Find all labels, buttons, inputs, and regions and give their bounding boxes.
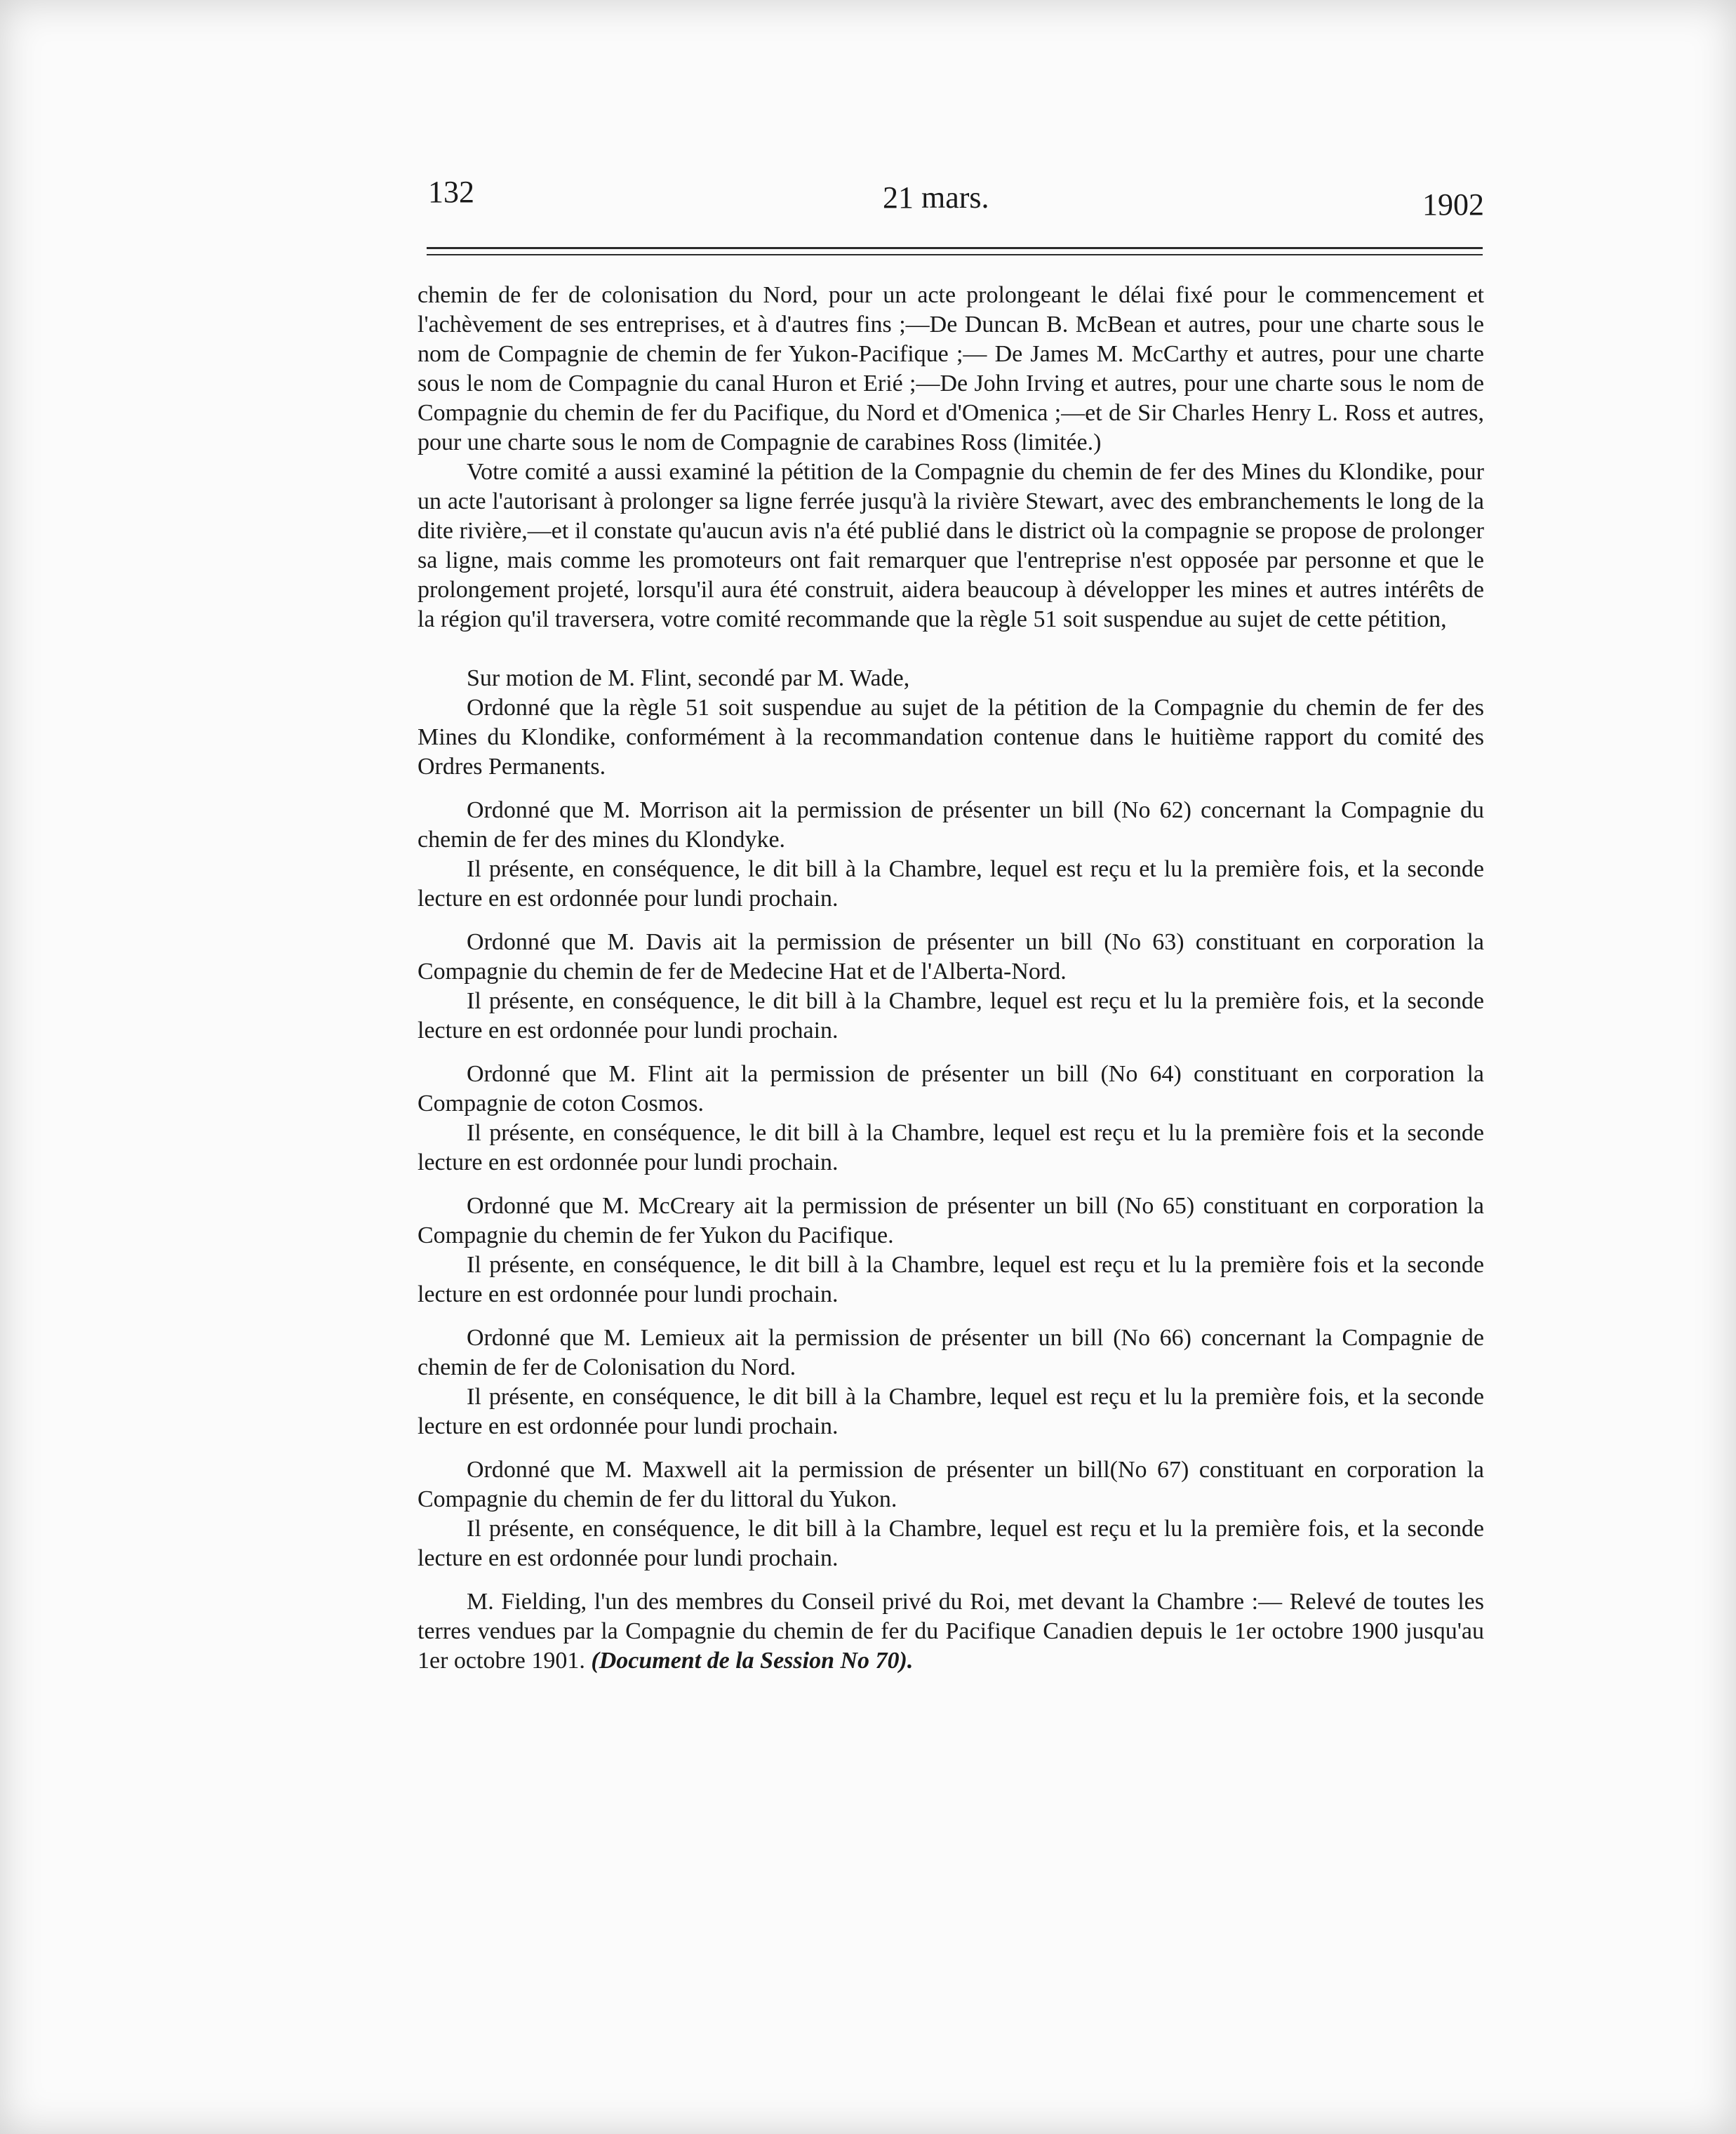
paragraph: Ordonné que M. Maxwell ait la permission de présenter un bill(No 67) constituant en corporation la Compagnie du chemin de fer du littoral du Yukon. — [418, 1457, 1484, 1512]
paragraph: Il présente, en conséquence, le dit bill à la Chambre, lequel est reçu et lu la première fois et la seconde lecture en est ordonnée pour lundi prochain. — [418, 1252, 1484, 1307]
final-paragraph — [418, 1587, 1484, 1676]
final-paragraph-text: M. Fielding, l'un des membres du Conseil privé du Roi, met devant la Chambre :— Relevé de toutes les terres vendues par la Compagnie du chemin de fer du Pacifique Canadien depuis le 1er octobre 1900 jusqu'au 1er octobre 1901. — [418, 1589, 1484, 1674]
paragraph: Il présente, en conséquence, le dit bill à la Chambre, lequel est reçu et lu la première fois et la seconde lecture en est ordonnée pour lundi prochain. — [418, 1120, 1484, 1175]
page-number: 132 — [428, 175, 474, 209]
paragraph: Ordonné que M. Davis ait la permission de présenter un bill (No 63) constituant en corporation la Compagnie du chemin de fer de Medecine Hat et de l'Alberta-Nord. — [418, 929, 1484, 985]
paragraph: chemin de fer de colonisation du Nord, pour un acte prolongeant le délai fixé pour le commencement et l'achèvement de ses entreprises, et à d'autres fins ;—De Duncan B. McBean et autres, pour une charte sous le nom de Compagnie de chemin de fer Yukon-Pacifique ;— De James M. McCarthy et autres, pour une charte sous le nom de Compagnie du canal Huron et Erié ;—De John Irving et autres, pour une charte sous le nom de Compagnie du chemin de fer du Pacifique, du Nord et d'Omenica ;—et de Sir Charles Henry L. Ross et autres, pour une charte sous le nom de Compagnie de carabines Ross (limitée.) — [418, 282, 1484, 455]
header-rule-second — [427, 254, 1483, 255]
page-header — [421, 174, 1484, 230]
paragraph: Sur motion de M. Flint, secondé par M. Wade, — [467, 665, 910, 691]
paragraph: Ordonné que M. Lemieux ait la permission de présenter un bill (No 66) concernant la Compagnie de chemin de fer de Colonisation du Nord. — [418, 1325, 1484, 1380]
paragraph: Votre comité a aussi examiné la pétition de la Compagnie du chemin de fer des Mines du Klondike, pour un acte l'autorisant à prolonger sa ligne ferrée jusqu'à la rivière Stewart, avec des embranchements le long de la dite rivière,—et il constate qu'aucun avis n'a été publié dans le district où la compagnie se propose de prolonger sa ligne, mais comme les promoteurs ont fait remarquer que l'entreprise n'est opposée par personne et que le prolongement projeté, lorsqu'il aura été construit, aidera beaucoup à développer les mines et autres intérêts de la région qu'il traversera, votre comité recommande que la règle 51 soit suspendue au sujet de cette pétition, — [418, 459, 1484, 632]
header-year: 1902 — [1422, 187, 1484, 222]
header-rule — [427, 247, 1483, 249]
paragraph: Il présente, en conséquence, le dit bill à la Chambre, lequel est reçu et lu la première fois, et la seconde lecture en est ordonnée pour lundi prochain. — [418, 988, 1484, 1043]
page-body — [418, 281, 1484, 1676]
header-date: 21 mars. — [883, 180, 989, 215]
document-reference: (Document de la Session No 70). — [591, 1648, 914, 1674]
paragraph: Il présente, en conséquence, le dit bill à la Chambre, lequel est reçu et lu la première fois, et la seconde lecture en est ordonnée pour lundi prochain. — [418, 1516, 1484, 1571]
paragraph: Ordonné que M. McCreary ait la permission de présenter un bill (No 65) constituant en corporation la Compagnie du chemin de fer Yukon du Pacifique. — [418, 1193, 1484, 1248]
paragraph: Ordonné que M. Morrison ait la permission de présenter un bill (No 62) concernant la Compagnie du chemin de fer des mines du Klondyke. — [418, 797, 1484, 853]
paragraph: Il présente, en conséquence, le dit bill à la Chambre, lequel est reçu et lu la première fois, et la seconde lecture en est ordonnée pour lundi prochain. — [418, 856, 1484, 912]
paragraph: Ordonné que la règle 51 soit suspendue au sujet de la pétition de la Compagnie du chemin de fer des Mines du Klondike, conformément à la recommandation contenue dans le huitième rapport du comité des Ordres Permanents. — [418, 695, 1484, 780]
paragraph: Il présente, en conséquence, le dit bill à la Chambre, lequel est reçu et lu la première fois, et la seconde lecture en est ordonnée pour lundi prochain. — [418, 1384, 1484, 1439]
paragraph: Ordonné que M. Flint ait la permission de présenter un bill (No 64) constituant en corporation la Compagnie de coton Cosmos. — [418, 1061, 1484, 1116]
